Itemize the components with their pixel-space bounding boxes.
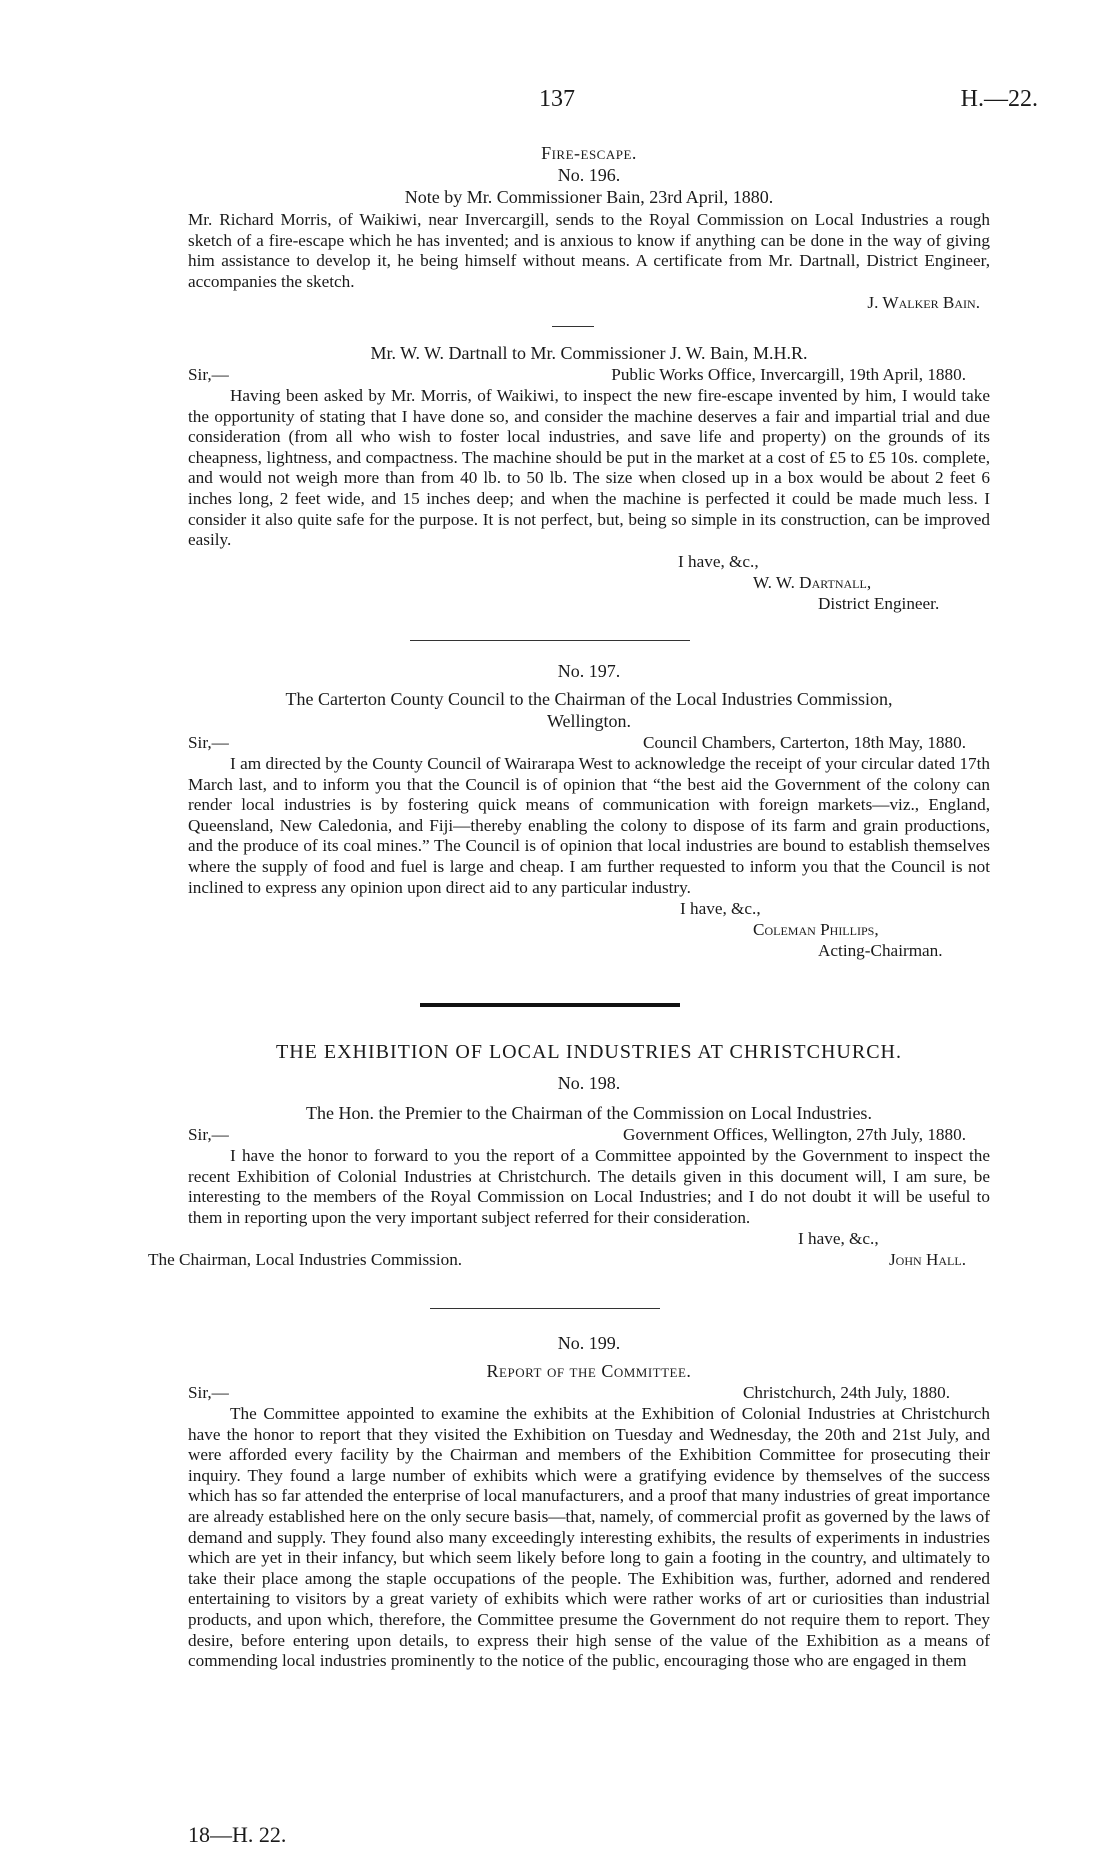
section-199 [188,1332,990,1672]
signature: John Hall. [888,1250,966,1270]
section-197 [188,660,990,961]
letter-address: Government Offices, Wellington, 27th July, 1880. [623,1125,966,1144]
letter-address-row [188,1382,990,1404]
letter-heading: Mr. W. W. Dartnall to Mr. Commissioner J. W. Bain, M.H.R. [370,343,808,363]
section-number: No. 198. [557,1073,621,1093]
salutation: Sir,— [188,1383,229,1402]
letter-address-row [188,1124,990,1146]
letter-body: I have the honor to forward to you the report of a Committee appointed by the Government to inspect the recent Exhibition of Colonial Industries at Christchurch. The details given in this document will, I am sure, be interesting to the members of the Royal Commission on Local Industries; and I do not doubt it will be useful to them in reporting upon the very important subject referred for their consideration. [188,1146,990,1227]
letter-address: Christchurch, 24th July, 1880. [742,1383,950,1402]
letter-dartnall [188,342,990,614]
section-number: No. 197. [557,661,621,681]
closing: I have, &c., [798,1229,879,1249]
addressee: The Chairman, Local Industries Commission. [148,1250,463,1270]
section-heading: The Hon. the Premier to the Chairman of the Commission on Local Industries. [306,1103,872,1123]
signature-title: District Engineer. [818,593,940,613]
letter-address: Public Works Office, Invercargill, 19th April, 1880. [611,365,966,384]
section-divider-thick [420,1003,680,1007]
letter-address-row [188,364,990,386]
exhibition-title: THE EXHIBITION OF LOCAL INDUSTRIES AT CHRISTCHURCH. [275,1041,902,1063]
signature-title: Acting-Chairman. [818,941,943,961]
document-reference: H.—22. [960,86,1038,112]
section-heading: Report of the Committee. [486,1361,692,1381]
addressee-row [148,1249,990,1271]
letter-body: I am directed by the County Council of Wairarapa West to acknowledge the receipt of your circular dated 17th March last, and to inform you that the Council is of opinion that “the best aid the Government of the colony can render local industries is by fostering quick means of communication with foreign markets—viz., England, Queensland, New Caledonia, and Fiji—thereby enabling the colony to dispose of its farm and grain productions, and the produce of its coal mines.” The Council is of opinion that local industries are bound to establish themselves where the supply of food and fuel is large and cheap. I am further requested to inform you that the Council is not inclined to express any opinion upon direct aid to any particular industry. [188,754,990,897]
divider [430,1308,660,1309]
letter-address: Council Chambers, Carterton, 18th May, 1880. [642,733,966,752]
section-body: Mr. Richard Morris, of Waikiwi, near Invercargill, sends to the Royal Commission on Local Industries a rough sketch of a fire-escape which he has invented; and is anxious to know if anything can be done in the way of giving him assistance to develop it, he being himself without means. A certificate from Mr. Dartnall, District Engineer, accompanies the sketch. [188,210,990,291]
section-number: No. 199. [557,1333,621,1353]
signature: W. W. Dartnall, [753,572,872,592]
section-heading-line2: Wellington. [546,711,632,731]
signature: J. Walker Bain. [867,293,980,313]
letter-address-row [188,732,990,754]
signature: Coleman Phillips, [753,920,879,940]
section-heading: The Carterton County Council to the Chairman of the Local Industries Commission, [285,689,893,709]
section-number: No. 196. [557,165,621,185]
section-198 [148,1040,990,1271]
page-number: 137 [539,86,575,112]
section-subheading: Note by Mr. Commissioner Bain, 23rd April, 1880. [404,187,774,207]
signature-mark: 18—H. 22. [188,1822,287,1847]
short-divider [552,326,594,327]
report-body: The Committee appointed to examine the exhibits at the Exhibition of Colonial Industries at Christchurch have the honor to report that they visited the Exhibition on Tuesday and Wednesday, the 20th and 21st July, and were afforded every facility by the Chairman and members of the Exhibition Committee for prosecuting their inquiry. They found a large number of exhibits which were a gratifying evidence by themselves of the success which has so far attended the enterprise of local manufacturers, and a proof that many industries of great importance are already established here on the only secure basis—that, namely, of commercial profit as governed by the laws of demand and supply. They found also many exceedingly interesting exhibits, the results of experiments in industries which are yet in their infancy, but which seem likely before long to gain a footing in the country, and ultimately to take their place among the staple occupations of the people. The Exhibition was, further, adorned and rendered entertaining to visitors by a great variety of exhibits which were rather works of art or curiosities than industrial products, and upon which, therefore, the Committee presume the Government do not require them to report. They desire, before entering upon details, to express their high sense of the value of the Exhibition as a means of commending local industries prominently to the notice of the public, encouraging those who are engaged in them [188,1404,990,1671]
salutation: Sir,— [188,1125,229,1144]
closing: I have, &c., [678,551,759,571]
salutation: Sir,— [188,733,229,752]
section-196 [188,142,990,313]
divider [410,640,690,641]
letter-body: Having been asked by Mr. Morris, of Waikiwi, to inspect the new fire-escape invented by him, I would take the opportunity of stating that I have done so, and consider the machine deserves a fair and impartial trial and due consideration (from all who wish to foster local industries, and save life and property) on the grounds of its cheapness, lightness, and compactness. The machine should be put in the market at a cost of £5 to £5 10s. complete, and would not weigh more than from 40 lb. to 50 lb. The size when closed up in a box would be about 2 feet 6 inches long, 2 feet wide, and 15 inches deep; and when the machine is perfected it could be made much less. I consider it also quite safe for the purpose. It is not perfect, but, being so simple in its construction, can be improved easily. [188,386,990,550]
closing: I have, &c., [680,899,761,919]
section-heading: Fire-escape. [541,143,637,163]
salutation: Sir,— [188,365,229,384]
